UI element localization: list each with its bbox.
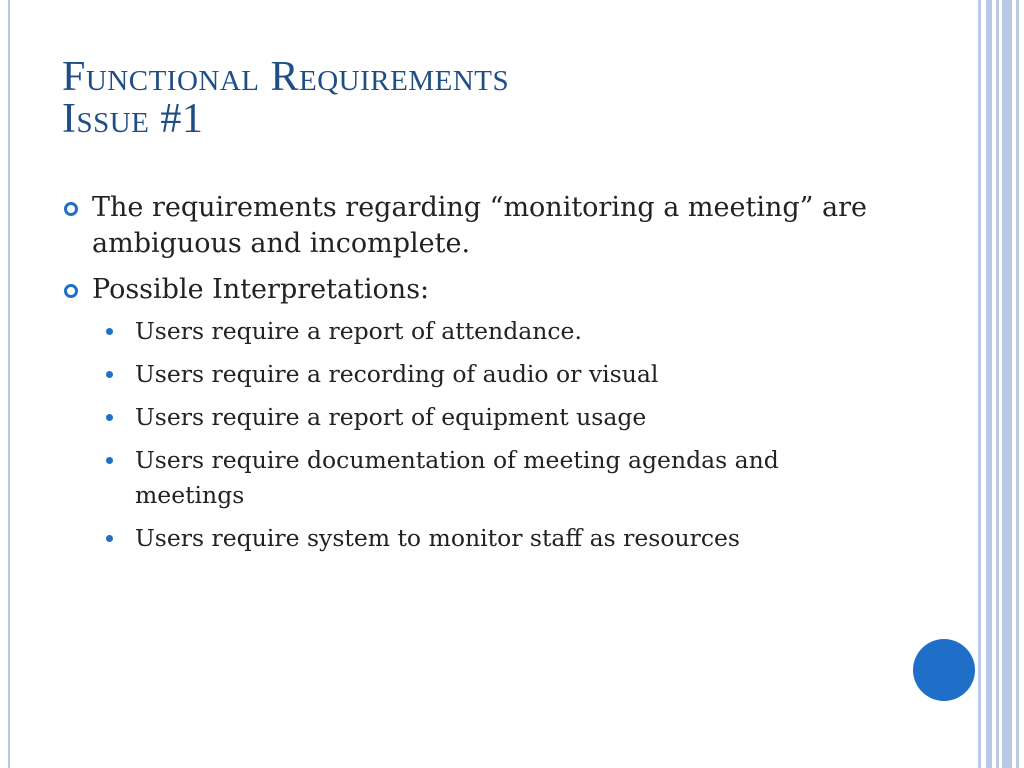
sub-bullet-item <box>104 443 892 513</box>
slide-body <box>62 190 892 564</box>
sub-bullet-item <box>104 314 892 349</box>
dot-bullet-icon <box>106 414 113 421</box>
bullet-text: The requirements regarding “monitoring a meeting” are ambiguous and incomplete. <box>92 192 867 259</box>
sub-bullet-item <box>104 400 892 435</box>
dot-bullet-icon <box>106 328 113 335</box>
sub-bullet-list <box>104 314 892 556</box>
bullet-item <box>62 272 892 308</box>
frame-stripe <box>978 0 981 768</box>
dot-bullet-icon <box>106 457 113 464</box>
frame-stripe <box>986 0 992 768</box>
bullet-text: Possible Interpretations: <box>92 274 430 305</box>
left-frame-line <box>8 0 10 768</box>
ring-bullet-icon <box>64 284 78 298</box>
frame-stripe <box>1002 0 1012 768</box>
frame-stripe <box>1016 0 1019 768</box>
bullet-item <box>62 190 892 262</box>
sub-bullet-text: Users require a report of attendance. <box>135 317 582 345</box>
title-line-2: Issue #1 <box>62 96 204 142</box>
sub-bullet-item <box>104 357 892 392</box>
sub-bullet-text: Users require a recording of audio or visual <box>135 360 659 388</box>
dot-bullet-icon <box>106 371 113 378</box>
sub-bullet-item <box>104 521 892 556</box>
sub-bullet-text: Users require a report of equipment usage <box>135 403 647 431</box>
title-line-1: Functional Requirements <box>62 54 510 100</box>
sub-bullet-text: Users require documentation of meeting agendas and meetings <box>135 446 779 509</box>
right-frame-stripes <box>978 0 1024 768</box>
decorative-circle <box>913 639 975 701</box>
frame-stripe <box>996 0 999 768</box>
sub-bullet-text: Users require system to monitor staff as resources <box>135 524 740 552</box>
dot-bullet-icon <box>106 535 113 542</box>
slide-title <box>62 56 509 140</box>
ring-bullet-icon <box>64 202 78 216</box>
